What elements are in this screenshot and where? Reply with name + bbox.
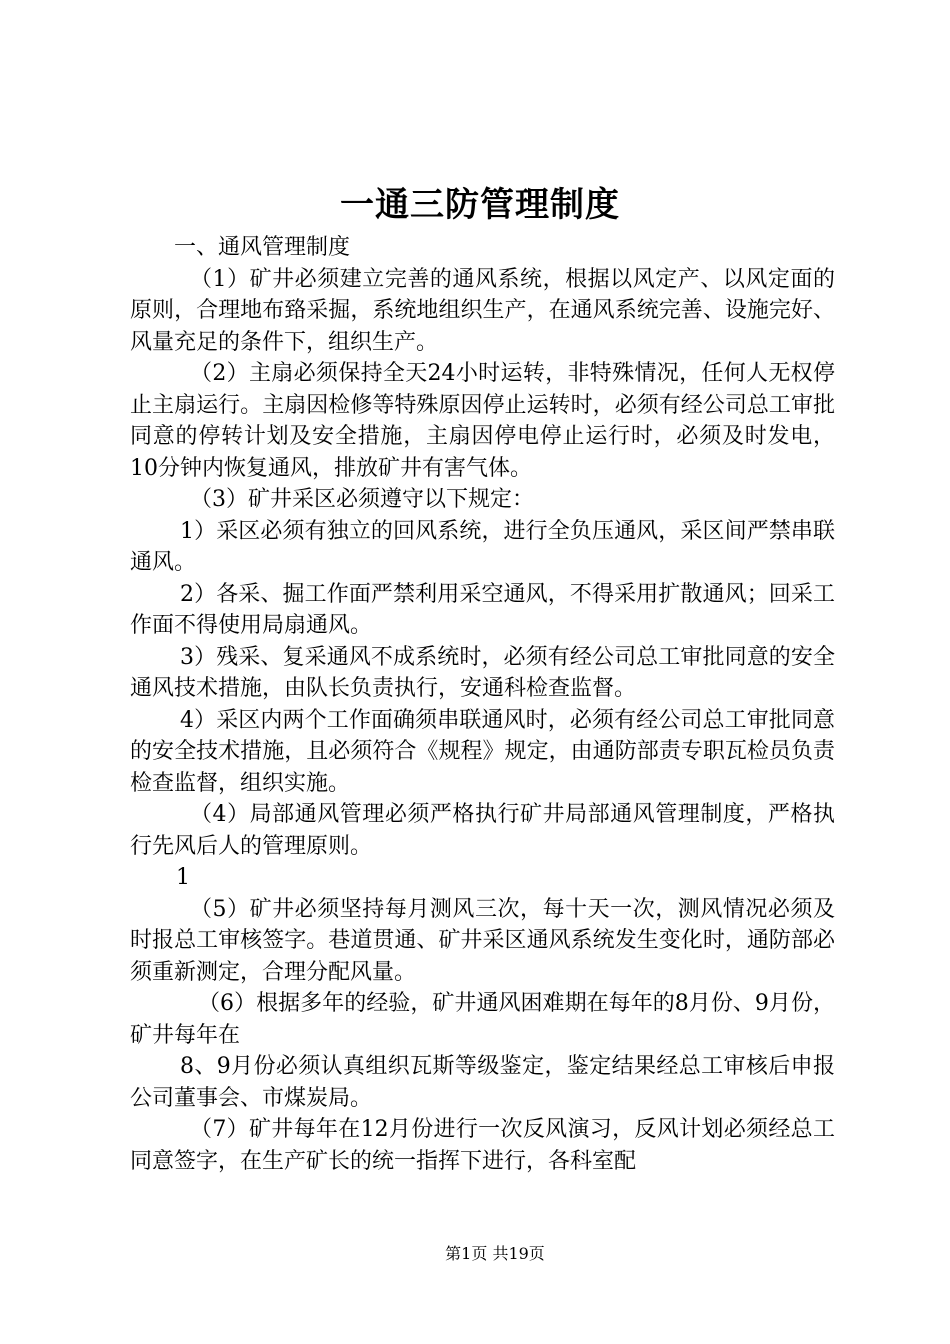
paragraph: 1）采区必须有独立的回风系统，进行全负压通风，采区间严禁串联通风。	[130, 518, 835, 575]
paragraph: （3）矿井采区必须遵守以下规定：	[190, 487, 534, 512]
paragraph: （4）局部通风管理必须严格执行矿井局部通风管理制度，严格执行先风后人的管理原则。	[130, 802, 835, 859]
paragraph: （5）矿井必须坚持每月测风三次，每十天一次，测风情况必须及时报总工审核签字。巷道贯通、矿井采区通风系统发生变化时，通防部必须重新测定，合理分配风量。	[130, 896, 835, 985]
paragraph: （2）主扇必须保持全天24小时运转，非特殊情况，任何人无权停止主扇运行。主扇因检修等特殊原因停止运转时，必须有经公司总工审批同意的停转计划及安全措施，主扇因停电停止运行时，必须及时发电，10分钟内恢复通风，排放矿井有害气体。	[130, 361, 835, 481]
page-footer: 第1页 共19页	[445, 1244, 545, 1263]
section-heading: 一、通风管理制度	[174, 235, 351, 260]
paragraph: 4）采区内两个工作面确须串联通风时，必须有经公司总工审批同意的安全技术措施，且必须符合《规程》规定，由通防部责专职瓦检员负责检查监督，组织实施。	[130, 707, 835, 796]
paragraph: （7）矿井每年在12月份进行一次反风演习，反风计划必须经总工同意签字，在生产矿长的统一指挥下进行，各科室配	[130, 1117, 835, 1174]
paragraph: （6）根据多年的经验，矿井通风困难期在每年的8月份、9月份，矿井每年在	[130, 991, 835, 1048]
paragraph: 2）各采、掘工作面严禁利用采空通风，不得采用扩散通风；回采工作面不得使用局扇通风。	[130, 581, 835, 638]
paragraph: 8、9月份必须认真组织瓦斯等级鉴定，鉴定结果经总工审核后申报公司董事会、市煤炭局。	[130, 1054, 835, 1111]
document-title: 一通三防管理制度	[340, 185, 620, 225]
inline-page-number: 1	[176, 865, 190, 890]
document-body	[130, 232, 835, 1177]
paragraph: （1）矿井必须建立完善的通风系统，根据以风定产、以风定面的原则，合理地布臵采掘，系统地组织生产，在通风系统完善、设施完好、风量充足的条件下，组织生产。	[130, 266, 835, 355]
paragraph: 3）残采、复采通风不成系统时，必须有经公司总工审批同意的安全通风技术措施，由队长负责执行，安通科检查监督。	[130, 644, 835, 701]
